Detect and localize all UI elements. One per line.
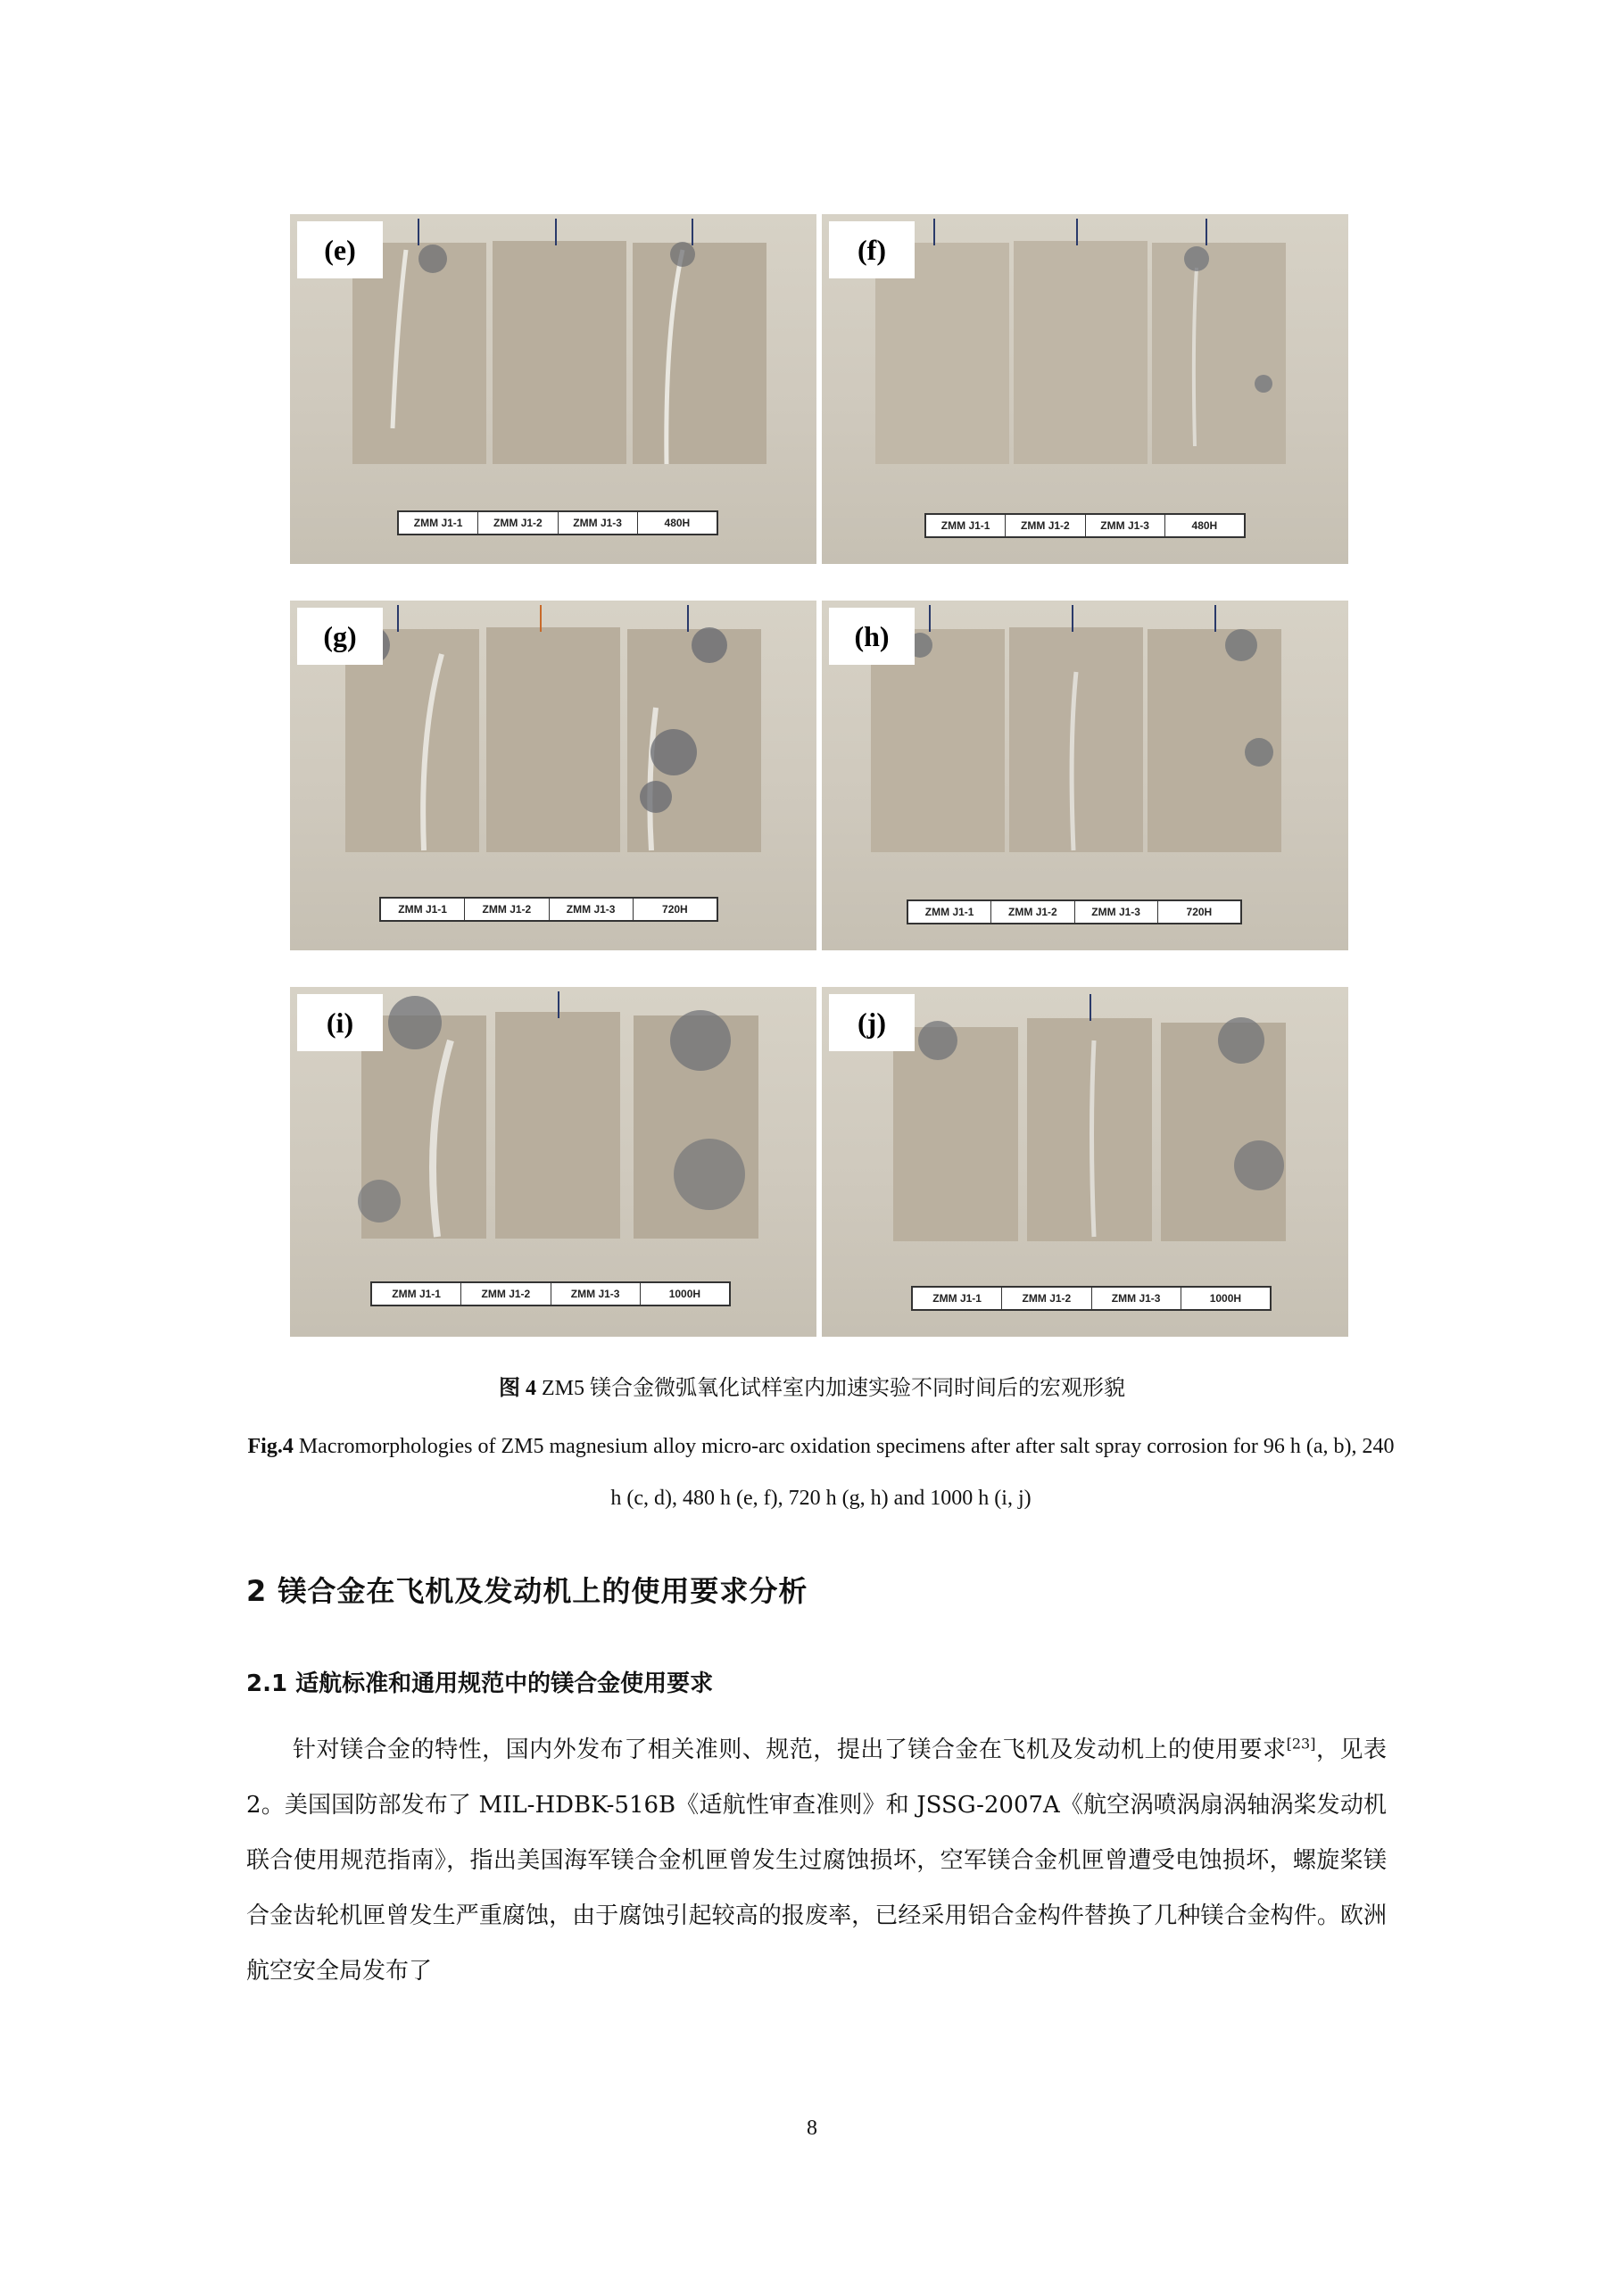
figure-caption-en <box>241 1421 1401 1524</box>
sample-tag-strip <box>397 510 718 535</box>
sample-tag-strip <box>370 1281 731 1306</box>
figure-caption-cn <box>0 1370 1624 1401</box>
paragraph-text-rest: ，见表 2。美国国防部发布了 MIL-HDBK-516B《适航性审查准则》和 JSSG-2007A《航空涡喷涡扇涡轴涡桨发动机联合使用规范指南》，指出美国海军镁合金机匣曾发生过腐蚀损坏，空军镁合金机匣曾遭受电蚀损坏，螺旋桨镁合金齿轮机匣曾发生严重腐蚀，由于腐蚀引起较高的报废率，已经采用铝合金构件替换了几种镁合金构件。欧洲航空安全局发布了 <box>246 1737 1387 1985</box>
sample-tag: ZMM J1-3 <box>1086 515 1165 536</box>
photo-panel-h <box>822 601 1348 950</box>
section-heading: 2 镁合金在飞机及发动机上的使用要求分析 <box>246 1574 808 1608</box>
time-tag: 1000H <box>668 1288 701 1300</box>
sample-tag: ZMM J1-2 <box>461 1283 551 1305</box>
sample-tag: ZMM J1-1 <box>926 515 1006 536</box>
sample-tag: ZMM J1-2 <box>1002 1288 1091 1309</box>
panel-label: (i) <box>297 994 383 1051</box>
sample-tag-strip <box>379 897 718 922</box>
photo-panel-e <box>290 214 816 564</box>
sample-tag: ZMM J1-3 <box>1092 1288 1181 1309</box>
figure-caption-en-text: Macromorphologies of ZM5 magnesium alloy micro-arc oxidation specimens after after salt spray corrosion for 96 h (a, b), 240 h (c, d), 480 h (e, f), 720 h (g, h) and 1000 h (i, j) <box>298 1435 1395 1510</box>
figure-label-en: Fig.4 <box>247 1435 294 1458</box>
photo-panel-i <box>290 987 816 1337</box>
sample-tag: ZMM J1-3 <box>551 1283 641 1305</box>
citation: [23] <box>1286 1735 1316 1753</box>
photo-panel-g <box>290 601 816 950</box>
sample-tag: ZMM J1-1 <box>908 901 991 923</box>
time-tag: 1000H <box>1209 1292 1242 1305</box>
sample-tag-strip <box>907 899 1242 924</box>
figure-caption-cn-text: ZM5 镁合金微弧氧化试样室内加速实验不同时间后的宏观形貌 <box>542 1377 1125 1400</box>
photo-panel-f <box>822 214 1348 564</box>
panel-label: (h) <box>829 608 915 665</box>
body-paragraph <box>246 1722 1387 1999</box>
sample-tag: ZMM J1-3 <box>1075 901 1158 923</box>
figure-label-cn: 图 4 <box>499 1377 536 1400</box>
sample-tag: ZMM J1-1 <box>399 512 478 534</box>
time-tag: 480H <box>1191 519 1218 532</box>
panel-label: (g) <box>297 608 383 665</box>
sample-tag: ZMM J1-1 <box>913 1288 1002 1309</box>
sample-tag: ZMM J1-3 <box>559 512 638 534</box>
sample-tag: ZMM J1-2 <box>465 899 549 920</box>
photo-panel-j <box>822 987 1348 1337</box>
sample-tag: ZMM J1-3 <box>550 899 634 920</box>
time-tag: 720H <box>1186 906 1213 918</box>
sample-tag: ZMM J1-2 <box>1006 515 1085 536</box>
sample-tag-strip <box>924 513 1246 538</box>
sample-tag: ZMM J1-1 <box>381 899 465 920</box>
panel-label: (j) <box>829 994 915 1051</box>
panel-label: (e) <box>297 221 383 278</box>
subsection-heading: 2.1 适航标准和通用规范中的镁合金使用要求 <box>246 1670 714 1697</box>
sample-tag: ZMM J1-2 <box>991 901 1074 923</box>
page-number: 8 <box>807 2117 817 2140</box>
sample-tag-strip <box>911 1286 1272 1311</box>
paragraph-text-start: 针对镁合金的特性，国内外发布了相关准则、规范，提出了镁合金在飞机及发动机上的使用要求 <box>293 1737 1287 1763</box>
sample-tag: ZMM J1-1 <box>372 1283 461 1305</box>
time-tag: 480H <box>664 517 691 529</box>
time-tag: 720H <box>662 903 688 916</box>
sample-tag: ZMM J1-2 <box>478 512 558 534</box>
panel-label: (f) <box>829 221 915 278</box>
